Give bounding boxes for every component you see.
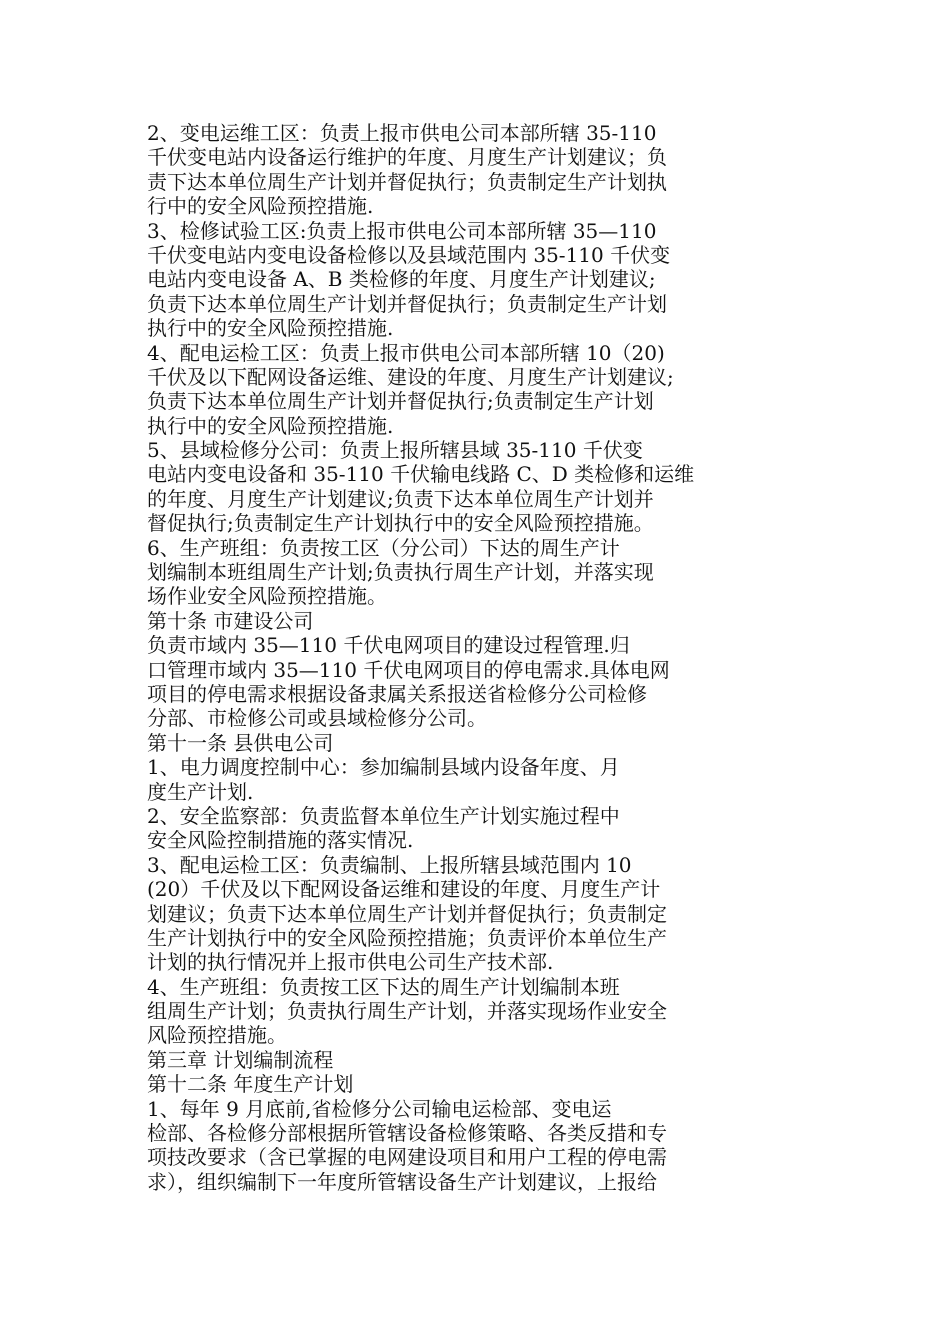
text-line: 分部、市检修公司或县域检修分公司。 <box>147 706 487 731</box>
text-line: 口管理市域内 35—110 千伏电网项目的停电需求.具体电网 <box>147 657 670 682</box>
text-line: 求），组织编制下一年度所管辖设备生产计划建议，上报给 <box>147 1169 657 1194</box>
text-line: 第十一条 县供电公司 <box>147 730 334 755</box>
text-line: 安全风险控制措施的落实情况. <box>147 828 414 853</box>
text-line: 的年度、月度生产计划建议;负责下达本单位周生产计划并 <box>147 486 654 511</box>
text-line: 项目的停电需求根据设备隶属关系报送省检修分公司检修 <box>147 681 647 706</box>
text-line: 电站内变电设备 A、B 类检修的年度、月度生产计划建议; <box>147 267 656 292</box>
text-line: 风险预控措施。 <box>147 1023 287 1048</box>
text-line: 划建议；负责下达本单位周生产计划并督促执行；负责制定 <box>147 901 667 926</box>
text-line: 4、生产班组：负责按工区下达的周生产计划编制本班 <box>147 974 620 999</box>
text-line: 4、配电运检工区：负责上报市供电公司本部所辖 10（20) <box>147 340 665 365</box>
text-line: 千伏变电站内设备运行维护的年度、月度生产计划建议；负 <box>147 145 667 170</box>
text-line: 5、县域检修分公司：负责上报所辖县域 35-110 千伏变 <box>147 438 643 463</box>
text-line: 2、变电运维工区：负责上报市供电公司本部所辖 35-110 <box>147 121 657 145</box>
text-line: 行中的安全风险预控措施. <box>147 194 374 219</box>
text-line: 执行中的安全风险预控措施. <box>147 316 394 341</box>
text-line: 负责市域内 35—110 千伏电网项目的建设过程管理.归 <box>147 633 630 658</box>
text-line: 检部、各检修分部根据所管辖设备检修策略、各类反措和专 <box>147 1121 667 1146</box>
text-line: 第十二条 年度生产计划 <box>147 1072 354 1097</box>
text-line: 第三章 计划编制流程 <box>147 1047 334 1072</box>
text-line: 2、安全监察部：负责监督本单位生产计划实施过程中 <box>147 803 620 828</box>
text-line: 计划的执行情况并上报市供电公司生产技术部. <box>147 950 554 975</box>
document-body <box>147 121 747 1194</box>
text-line: 负责下达本单位周生产计划并督促执行;负责制定生产计划 <box>147 389 654 414</box>
text-line: 千伏变电站内变电设备检修以及县域范围内 35-110 千伏变 <box>147 242 671 267</box>
text-line: 责下达本单位周生产计划并督促执行；负责制定生产计划执 <box>147 169 667 194</box>
text-line: 1、电力调度控制中心：参加编制县域内设备年度、月 <box>147 755 620 780</box>
text-line: 执行中的安全风险预控措施. <box>147 413 394 438</box>
text-line: 项技改要求（含已掌握的电网建设项目和用户工程的停电需 <box>147 1145 667 1170</box>
text-line: 组周生产计划；负责执行周生产计划，并落实现场作业安全 <box>147 999 667 1024</box>
text-line: 划编制本班组周生产计划;负责执行周生产计划，并落实现 <box>147 560 654 585</box>
text-line: 负责下达本单位周生产计划并督促执行；负责制定生产计划 <box>147 291 667 316</box>
text-line: 1、每年 9 月底前,省检修分公司输电运检部、变电运 <box>147 1096 612 1121</box>
text-line: 3、配电运检工区：负责编制、上报所辖县域范围内 10 <box>147 852 632 877</box>
text-line: 场作业安全风险预控措施。 <box>147 584 387 609</box>
text-line: 度生产计划. <box>147 779 254 804</box>
text-line: 生产计划执行中的安全风险预控措施；负责评价本单位生产 <box>147 925 667 950</box>
text-line: 第十条 市建设公司 <box>147 608 314 633</box>
text-line: 电站内变电设备和 35-110 千伏输电线路 C、D 类检修和运维 <box>147 462 695 487</box>
text-line: 督促执行;负责制定生产计划执行中的安全风险预控措施。 <box>147 511 654 536</box>
text-line: 千伏及以下配网设备运维、建设的年度、月度生产计划建议; <box>147 364 674 389</box>
text-line: 6、生产班组：负责按工区（分公司）下达的周生产计 <box>147 535 620 560</box>
text-line: (20）千伏及以下配网设备运维和建设的年度、月度生产计 <box>147 877 661 902</box>
text-line: 3、检修试验工区:负责上报市供电公司本部所辖 35—110 <box>147 218 657 243</box>
